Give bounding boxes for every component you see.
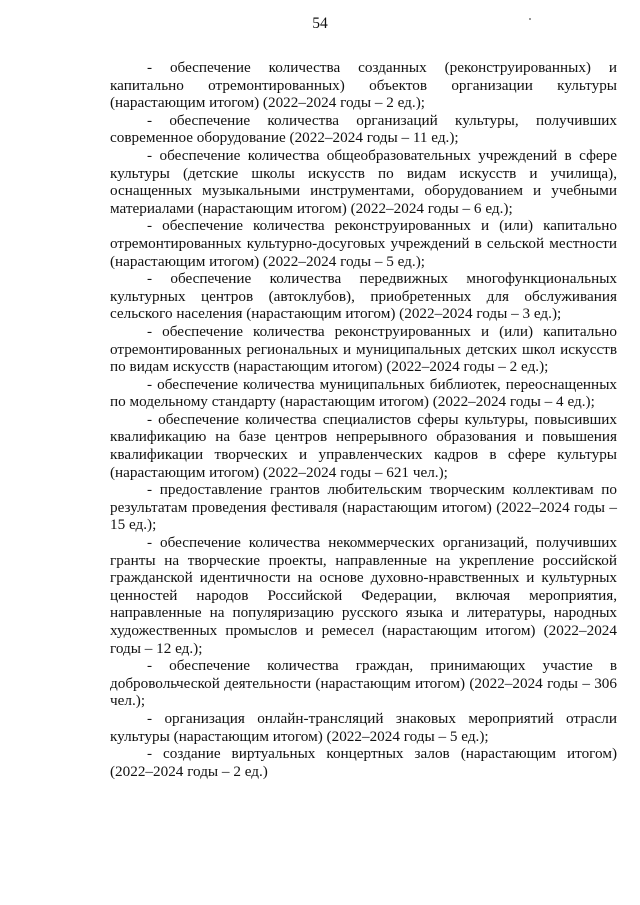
document-body: [110, 59, 617, 780]
list-item: - предоставление грантов любительским творческим коллективам по результатам проведения фестиваля (нарастающим итогом) (2022–2024 годы – 15 ед.);: [110, 481, 617, 534]
list-item: - обеспечение количества созданных (реконструированных) и капитально отремонтированных) объектов организации культуры (нарастающим итогом) (2022–2024 годы – 2 ед.);: [110, 59, 617, 112]
list-item: - обеспечение количества общеобразовательных учреждений в сфере культуры (детские школы искусств по видам искусств и училища), оснащенных музыкальными инструментами, оборудованием и учебными материалами (нарастающим итогом) (2022–2024 годы – 6 ед.);: [110, 146, 617, 217]
list-item: - организация онлайн-трансляций знаковых мероприятий отрасли культуры (нарастающим итогом) (2022–2024 годы – 5 ед.);: [110, 709, 617, 745]
list-item: - обеспечение количества специалистов сферы культуры, повысивших квалификацию на базе центров непрерывного образования и повышения квалификации творческих и управленческих кадров в сфере культуры (нарастающим итогом) (2022–2024 годы – 621 чел.);: [110, 410, 617, 481]
list-item: - обеспечение количества реконструированных и (или) капитально отремонтированных культурно-досуговых учреждений в сельской местности (нарастающим итогом) (2022–2024 годы – 5 ед.);: [110, 217, 617, 270]
list-item: - обеспечение количества муниципальных библиотек, переоснащенных по модельному стандарту (нарастающим итогом) (2022–2024 годы – 4 ед.);: [110, 375, 617, 411]
list-item: - обеспечение количества граждан, принимающих участие в добровольческой деятельности (нарастающим итогом) (2022–2024 годы – 306 чел.);: [110, 657, 617, 710]
page-number: 54: [312, 15, 328, 32]
list-item: - обеспечение количества организаций культуры, получивших современное оборудование (2022–2024 годы – 11 ед.);: [110, 111, 617, 147]
list-item: - создание виртуальных концертных залов (нарастающим итогом) (2022–2024 годы – 2 ед.): [110, 745, 617, 780]
list-item: - обеспечение количества некоммерческих организаций, получивших гранты на творческие проекты, направленные на укрепление российской гражданской идентичности на основе духовно-нравственных и культурных ценностей народов Российской Федерации, включая мероприятия, направленные на популяризацию русского языка и литературы, народных художественных промыслов и ремесел (нарастающим итогом) (2022–2024 годы – 12 ед.);: [110, 534, 617, 657]
list-item: - обеспечение количества передвижных многофункциональных культурных центров (автоклубов), приобретенных для обслуживания сельского населения (нарастающим итогом) (2022–2024 годы – 3 ед.);: [110, 270, 617, 323]
list-item: - обеспечение количества реконструированных и (или) капитально отремонтированных региональных и муниципальных детских школ искусств по видам искусств (нарастающим итогом) (2022–2024 годы – 2 ед.);: [110, 322, 617, 376]
scan-dot-mark: [529, 18, 531, 20]
